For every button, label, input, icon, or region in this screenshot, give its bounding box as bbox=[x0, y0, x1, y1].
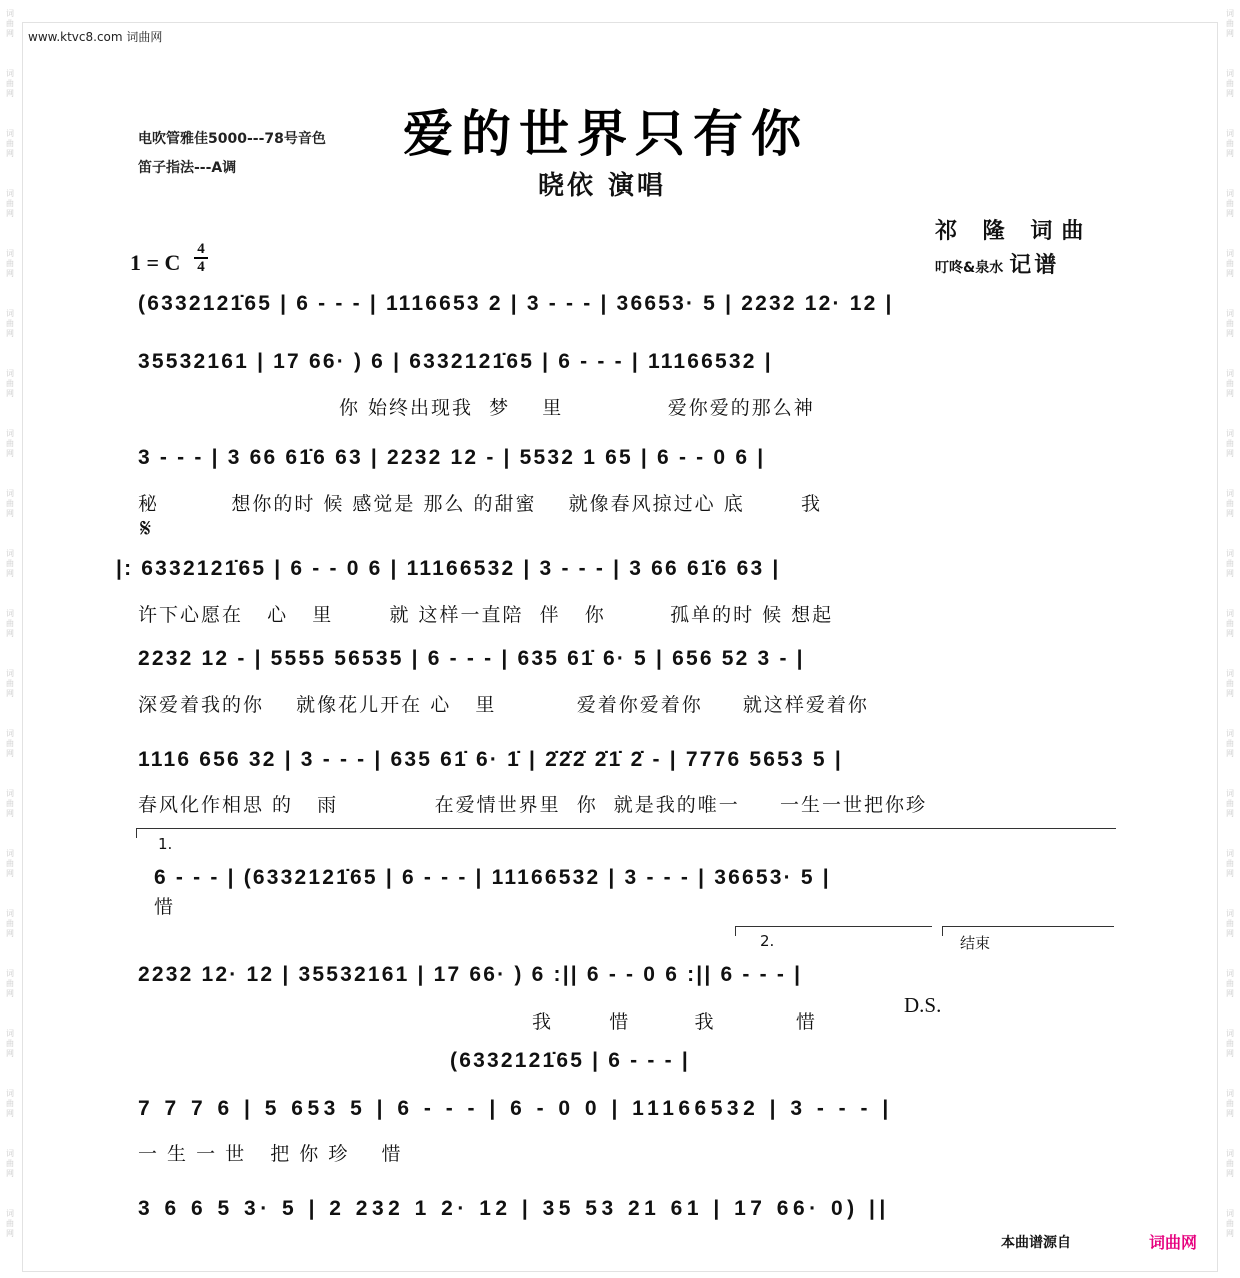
volta-2-bracket bbox=[735, 926, 932, 927]
watermark-mark: 词 曲 网 bbox=[1226, 609, 1234, 638]
lyric-line: 春风化作相思 的 雨 在爱情世界里 你 就是我的唯一 一生一世把你珍 bbox=[138, 794, 927, 816]
watermark-mark: 词 曲 网 bbox=[6, 1089, 14, 1118]
watermark-mark: 词 曲 网 bbox=[6, 369, 14, 398]
watermark-mark: 词 曲 网 bbox=[6, 249, 14, 278]
watermark-mark: 词 曲 网 bbox=[1226, 429, 1234, 458]
watermark-mark: 词 曲 网 bbox=[6, 129, 14, 158]
watermark-mark: 词 曲 网 bbox=[6, 789, 14, 818]
ending-label: 结束 bbox=[960, 934, 991, 952]
music-line: |: 6332121̇65 | 6 - - 0 6 | 11166532 | 3 - - - | 3 66 61̇6 63 | bbox=[116, 557, 781, 580]
time-signature bbox=[194, 241, 208, 275]
right-watermark-strip bbox=[1221, 0, 1239, 1278]
watermark-mark: 词 曲 网 bbox=[1226, 969, 1234, 998]
watermark-mark: 词 曲 网 bbox=[6, 729, 14, 758]
watermark-mark: 词 曲 网 bbox=[1226, 1209, 1234, 1238]
volta-2-label: 2. bbox=[760, 932, 775, 950]
transcriber-role: 记谱 bbox=[1009, 252, 1060, 278]
music-line: 6 - - - | (6332121̇65 | 6 - - - | 11166532 | 3 - - - | 36653· 5 | bbox=[154, 866, 831, 889]
watermark-mark: 词 曲 网 bbox=[1226, 909, 1234, 938]
watermark-mark: 词 曲 网 bbox=[6, 969, 14, 998]
watermark-mark: 词 曲 网 bbox=[1226, 129, 1234, 158]
watermark-mark: 词 曲 网 bbox=[1226, 69, 1234, 98]
transcriber-name: 叮咚&泉水 bbox=[935, 260, 1004, 276]
lyric-line: 秘 想你的时 候 感觉是 那么 的甜蜜 就像春风掠过心 底 我 bbox=[138, 493, 822, 515]
left-watermark-strip bbox=[1, 0, 19, 1278]
volta-1-tick bbox=[136, 828, 137, 838]
song-title: 爱的世界只有你 bbox=[403, 104, 809, 163]
watermark-mark: 词 曲 网 bbox=[6, 189, 14, 218]
singer-credit: 晓依 演唱 bbox=[538, 171, 667, 201]
watermark-mark: 词 曲 网 bbox=[1226, 369, 1234, 398]
lyric-line: 许下心愿在 心 里 就 这样一直陪 伴 你 孤单的时 候 想起 bbox=[138, 604, 834, 626]
lyric-line: 惜 bbox=[154, 896, 176, 918]
watermark-mark: 词 曲 网 bbox=[6, 1029, 14, 1058]
watermark-mark: 词 曲 网 bbox=[1226, 1089, 1234, 1118]
watermark-mark: 词 曲 网 bbox=[6, 1209, 14, 1238]
meter-top: 4 bbox=[194, 241, 208, 259]
volta-1-bracket bbox=[136, 828, 1116, 829]
watermark-mark: 词 曲 网 bbox=[1226, 1029, 1234, 1058]
flute-fingering-note: 笛子指法---A调 bbox=[138, 160, 237, 176]
watermark-mark: 词 曲 网 bbox=[1226, 249, 1234, 278]
music-line: 7 7 7 6 | 5 653 5 | 6 - - - | 6 - 0 0 | 11166532 | 3 - - - | bbox=[138, 1097, 893, 1120]
lyric-line: 一 生 一 世 把 你 珍 惜 bbox=[138, 1143, 403, 1165]
music-line: 3 6 6 5 3· 5 | 2 232 1 2· 12 | 35 53 21 61 | 17 66· 0) || bbox=[138, 1197, 890, 1220]
instrument-note: 电吹管雅佳5000---78号音色 bbox=[138, 131, 326, 147]
watermark-mark: 词 曲 网 bbox=[6, 489, 14, 518]
segno-sign: 𝄋 bbox=[140, 514, 152, 544]
music-line: 1116 656 32 | 3 - - - | 635 61̇ 6· 1̇ | 2̇2̇2̇ 2̇1̇ 2̇ - | 7776 5653 5 | bbox=[138, 748, 843, 771]
ending-tick bbox=[942, 926, 943, 936]
watermark-mark: 词 曲 网 bbox=[1226, 489, 1234, 518]
watermark-mark: 词 曲 网 bbox=[1226, 189, 1234, 218]
lyricist-composer-credit: 祁 隆 词曲 bbox=[935, 218, 1093, 244]
watermark-mark: 词 曲 网 bbox=[6, 9, 14, 38]
meter-bottom: 4 bbox=[197, 259, 205, 275]
watermark-mark: 词 曲 网 bbox=[1226, 729, 1234, 758]
dal-segno-mark: D.S. bbox=[904, 993, 942, 1017]
watermark-mark: 词 曲 网 bbox=[1226, 1149, 1234, 1178]
music-line: (6332121̇65 | 6 - - - | bbox=[450, 1049, 690, 1072]
watermark-mark: 词 曲 网 bbox=[6, 1149, 14, 1178]
watermark-mark: 词 曲 网 bbox=[6, 909, 14, 938]
music-line: 3 - - - | 3 66 61̇6 63 | 2232 12 - | 5532 1 65 | 6 - - 0 6 | bbox=[138, 446, 766, 469]
watermark-mark: 词 曲 网 bbox=[6, 309, 14, 338]
music-line: 2232 12· 12 | 35532161 | 17 66· ) 6 :|| 6 - - 0 6 :|| 6 - - - | bbox=[138, 963, 803, 986]
watermark-mark: 词 曲 网 bbox=[1226, 789, 1234, 818]
watermark-mark: 词 曲 网 bbox=[6, 69, 14, 98]
watermark-mark: 词 曲 网 bbox=[6, 429, 14, 458]
footer-source-text: 本曲谱源自 bbox=[1001, 1235, 1071, 1251]
transcriber-credit bbox=[935, 248, 1059, 279]
watermark-mark: 词 曲 网 bbox=[6, 549, 14, 578]
footer-brand-link[interactable]: 词曲网 bbox=[1149, 1233, 1198, 1252]
lyric-line: 我 惜 我 惜 bbox=[138, 1011, 817, 1033]
music-line: (6332121̇65 | 6 - - - | 1116653 2 | 3 - - - | 36653· 5 | 2232 12· 12 | bbox=[138, 292, 894, 315]
watermark-mark: 词 曲 网 bbox=[6, 849, 14, 878]
volta-1-label: 1. bbox=[158, 835, 173, 853]
watermark-mark: 词 曲 网 bbox=[1226, 309, 1234, 338]
watermark-mark: 词 曲 网 bbox=[6, 669, 14, 698]
ending-bracket bbox=[942, 926, 1114, 927]
watermark-mark: 词 曲 网 bbox=[6, 609, 14, 638]
lyric-line: 深爱着我的你 就像花儿开在 心 里 爱着你爱着你 就这样爱着你 bbox=[138, 694, 869, 716]
volta-2-tick bbox=[735, 926, 736, 936]
watermark-mark: 词 曲 网 bbox=[1226, 549, 1234, 578]
lyric-line: 你 始终出现我 梦 里 爱你爱的那么神 bbox=[138, 397, 815, 419]
watermark-mark: 词 曲 网 bbox=[1226, 849, 1234, 878]
music-line: 2232 12 - | 5555 56535 | 6 - - - | 635 61̇ 6· 5 | 656 52 3 - | bbox=[138, 647, 805, 670]
key-signature: 1 = C bbox=[130, 250, 181, 275]
watermark-mark: 词 曲 网 bbox=[1226, 9, 1234, 38]
site-url[interactable]: www.ktvc8.com 词曲网 bbox=[28, 30, 163, 44]
music-line: 35532161 | 17 66· ) 6 | 6332121̇65 | 6 - - - | 11166532 | bbox=[138, 350, 773, 373]
watermark-mark: 词 曲 网 bbox=[1226, 669, 1234, 698]
